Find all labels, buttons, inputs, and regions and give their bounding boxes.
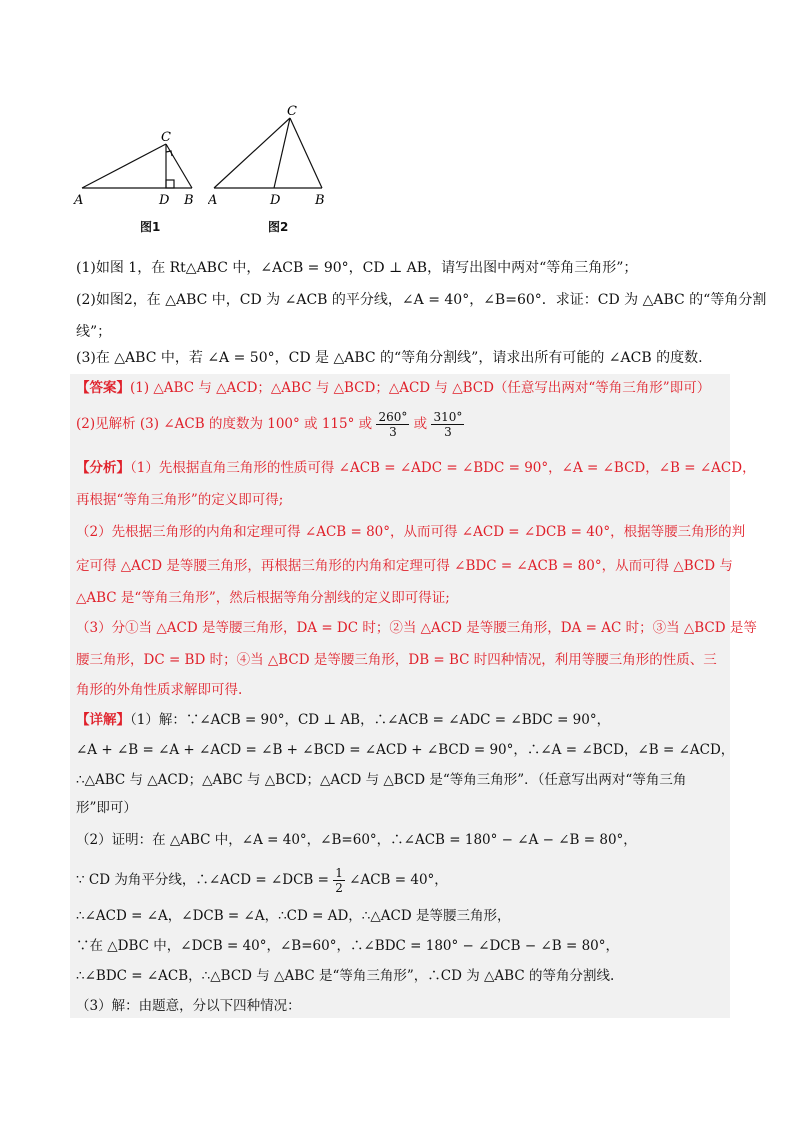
figure-1-diagram xyxy=(70,120,200,230)
detail-line-10: （3）解：由题意，分以下四种情况： xyxy=(76,998,301,1014)
detail-line-2: ∠A + ∠B = ∠A + ∠ACD = ∠B + ∠BCD = ∠ACD + ∠BCD = 90°，∴∠A = ∠BCD，∠B = ∠ACD， xyxy=(76,742,735,758)
answer-part-1: (1) △ABC 与 △ACD；△ABC 与 △BCD；△ACD 与 △BCD（任意写出两对“等角三角形”即可） xyxy=(130,380,711,396)
fraction-310-over-3: $\frac{310^\circ}{3}$ xyxy=(433,410,463,439)
analysis-line-5: △ABC 是“等角三角形”，然后根据等角分割线的定义即可得证; xyxy=(76,590,450,606)
fig2-label-b: B xyxy=(315,193,325,208)
answer-tag: 【答案】 xyxy=(76,380,130,396)
detail-line-7: ∴∠ACD = ∠A，∠DCB = ∠A，∴CD = AD，∴△ACD 是等腰三角形， xyxy=(76,908,511,924)
detail-line-9: ∴∠BDC = ∠ACB，∴△BCD 与 △ABC 是“等角三角形”，∴CD 为 △ABC 的等角分割线. xyxy=(76,968,615,984)
analysis-line-4: 定可得 △ACD 是等腰三角形，再根据三角形的内角和定理可得 ∠BDC = ∠ACB = 80°，从而可得 △BCD 与 xyxy=(76,558,733,574)
detail-line-5: （2）证明：在 △ABC 中，∠A = 40°，∠B=60°，∴∠ACB = 180° − ∠A − ∠B = 80°， xyxy=(76,832,637,848)
analysis-tag: 【分析】 xyxy=(76,460,130,476)
fig1-label-b: B xyxy=(184,193,194,208)
analysis-line-7: 腰三角形，DC = BD 时；④当 △BCD 是等腰三角形，DB = BC 时四种情况，利用等腰三角形的性质、三 xyxy=(76,652,717,668)
answer-part-3-values: ∠ACB 的度数为 100° 或 115° 或 xyxy=(163,416,373,432)
fraction-260-over-3: $\frac{260^\circ}{3}$ xyxy=(378,410,408,439)
fig1-label-a: A xyxy=(74,193,84,208)
answer-or: 或 xyxy=(413,416,428,432)
detail-tag: 【详解】 xyxy=(76,712,130,728)
figure-2-caption: 图2 xyxy=(268,220,289,234)
detail-line-3: ∴△ABC 与 △ACD；△ABC 与 △BCD；△ACD 与 △BCD 是“等角三角形”．（任意写出两对“等角三角 xyxy=(76,772,687,788)
figure-1-caption: 图1 xyxy=(140,220,161,234)
analysis-line-1: 【分析】（1）先根据直角三角形的性质可得 ∠ACB = ∠ADC = ∠BDC = 90°，∠A = ∠BCD，∠B = ∠ACD， xyxy=(76,460,756,476)
question-3: (3)在 △ABC 中，若 ∠A = 50°，CD 是 △ABC 的“等角分割线”，请求出所有可能的 ∠ACB 的度数. xyxy=(76,350,703,366)
detail-line-1: 【详解】（1）解：∵∠ACB = 90°，CD ⊥ AB，∴∠ACB = ∠ADC = ∠BDC = 90°， xyxy=(76,712,611,728)
answer-line-2 xyxy=(76,410,464,439)
figure-2-diagram xyxy=(208,100,348,210)
analysis-line-6: （3）分①当 △ACD 是等腰三角形，DA = DC 时；②当 △ACD 是等腰三角形，DA = AC 时；③当 △BCD 是等 xyxy=(76,620,757,636)
question-2-line-1: (2)如图2，在 △ABC 中，CD 为 ∠ACB 的平分线，∠A = 40°，∠B=60°．求证：CD 为 △ABC 的“等角分割 xyxy=(76,292,767,308)
fig1-label-d: D xyxy=(159,193,170,208)
detail-line-4: 形”即可） xyxy=(76,800,137,816)
question-1: (1)如图 1，在 Rt△ABC 中，∠ACB = 90°，CD ⊥ AB，请写出图中两对“等角三角形”； xyxy=(76,260,638,276)
fig1-label-c: C xyxy=(161,130,171,145)
analysis-line-3: （2）先根据三角形的内角和定理可得 ∠ACB = 80°，从而可得 ∠ACD = ∠DCB = 40°，根据等腰三角形的判 xyxy=(76,524,746,540)
fig2-label-d: D xyxy=(270,193,281,208)
fraction-one-half: $\frac{1}{2}$ xyxy=(335,866,343,895)
fig2-label-a: A xyxy=(208,193,218,208)
question-2-line-2: 线”； xyxy=(76,324,112,340)
detail-line-6: ∵ CD 为角平分线，∴∠ACD = ∠DCB = $\frac{1}{2}$ ∠ACB = 40°， xyxy=(76,866,448,895)
answer-line-1 xyxy=(76,378,710,398)
answer-part-2-3-prefix: (2)见解析 (3) xyxy=(76,416,160,432)
figures xyxy=(70,100,370,240)
detail-line-8: ∵在 △DBC 中，∠DCB = 40°，∠B=60°，∴∠BDC = 180° − ∠DCB − ∠B = 80°， xyxy=(76,938,619,954)
analysis-line-2: 再根据“等角三角形”的定义即可得; xyxy=(76,492,284,508)
analysis-line-8: 角形的外角性质求解即可得. xyxy=(76,682,243,698)
fig2-label-c: C xyxy=(287,104,297,119)
